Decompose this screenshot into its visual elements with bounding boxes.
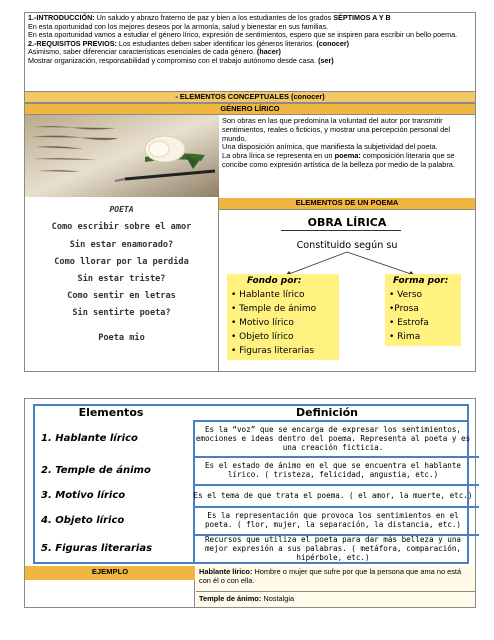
- table-row-term: 1. Hablante lírico: [35, 420, 195, 458]
- forma-item: • Verso: [389, 290, 423, 300]
- forma-item: •Prosa: [389, 304, 419, 314]
- table-row-def: Recursos que utiliza el poeta para dar más belleza y una mejor expresión a sus palabras. ( metáfora, comparación, hipérbole, etc.): [204, 534, 462, 562]
- rose-pen-photo: [25, 115, 219, 197]
- table-row-term: 5. Figuras literarias: [35, 534, 195, 562]
- genre-definition-p1: Son obras en las que predomina la voluntad del autor por transmitir sentimientos, reales o ficticios, y mostrar una percepción personal del mundo.: [222, 116, 450, 143]
- table-row-def: Es el tema de que trata el poema. ( el amor, la muerte, etc.): [187, 484, 479, 508]
- table-row-def: Es la representación que provoca los sentimientos en el poeta. ( flor, mujer, la separación, la distancia, etc.): [187, 506, 479, 536]
- poem-title: POETA: [109, 205, 134, 214]
- prereq-text: Los estudiantes deben saber identificar los géneros literarios.: [116, 38, 317, 48]
- fondo-item: • Figuras literarias: [231, 346, 315, 356]
- diagram-title-underline: [281, 230, 401, 231]
- poem-line: Como llorar por la perdida: [54, 257, 189, 267]
- example-label-bar: [25, 566, 195, 580]
- poem-line: Sin estar enamorado?: [69, 240, 174, 250]
- elements-definition-table: [33, 404, 473, 564]
- genre-p3-c: composición literaria que se concibe como expresión artística de la belleza por medio de la palabra.: [222, 151, 455, 169]
- table-header-elementos: Elementos: [35, 406, 189, 422]
- fondo-item: • Motivo lírico: [231, 318, 294, 328]
- prereq-tag-conocer: (conocer): [316, 38, 350, 48]
- genre-definition-p2: Una disposición anímica, que manifiesta la subjetividad del poeta.: [222, 142, 438, 152]
- table-header-definicion: Definición: [187, 406, 467, 422]
- genre-p3-a: La obra lírica se representa en un: [222, 151, 335, 161]
- elements-title-bar: [219, 198, 475, 210]
- example-temple: [196, 593, 475, 607]
- poem-line: Como sentir en letras: [67, 291, 176, 301]
- section-genre-bar: [25, 103, 475, 115]
- elements-diagram: [219, 210, 475, 371]
- table-row-def: Es el estado de ánimo en el que se encuentra el hablante lírico. ( tristeza, felicidad, angustia, etc.): [187, 456, 479, 486]
- example-hablante-text: Hombre o mujer que sufre por que la persona que ama no está con él o con ella.: [199, 567, 462, 585]
- introduction-block: [25, 13, 475, 91]
- intro-grades: SÉPTIMOS A Y B: [333, 13, 391, 22]
- intro-heading: 1.-INTRODUCCIÓN:: [28, 13, 95, 22]
- fondo-title: Fondo por:: [247, 276, 302, 286]
- table-row-term: 3. Motivo lírico: [35, 484, 195, 508]
- prereq-tag-ser: (ser): [318, 55, 334, 65]
- fondo-box: [227, 274, 339, 360]
- fondo-item: • Temple de ánimo: [231, 304, 317, 314]
- poem-line: Poeta mio: [98, 333, 145, 343]
- section-genre-label: GÉNERO LÍRICO: [220, 104, 280, 113]
- table-row-def: Es la “voz” que se encarga de expresar los sentimientos, emociones e ideas dentro del poema. Representa al poeta y es una creación ficticia.: [187, 420, 479, 458]
- prereq-heading: 2.-REQUISITOS PREVIOS:: [28, 38, 117, 48]
- example-hablante-label: Hablante lírico:: [199, 567, 253, 576]
- prereq-text-3: Mostrar organización, responsabilidad y compromiso con el trabajo autónomo desde casa.: [28, 55, 319, 65]
- intro-greeting: Un saludo y abrazo fraterno de paz y bien a los estudiantes de los grados: [94, 13, 334, 22]
- fondo-item: • Hablante lírico: [231, 290, 305, 300]
- poem-line: Sin sentirte poeta?: [72, 308, 171, 318]
- intro-topic: En esta oportunidad vamos a estudiar el género lírico, expresión de sentimientos, espero que se inspiren para escribir un bello poema.: [28, 30, 458, 40]
- poem-line: Como escribir sobre el amor: [51, 222, 192, 232]
- example-temple-text: Nostalgia: [261, 594, 295, 603]
- section-conceptual-bar: [25, 91, 475, 103]
- diagram-title: OBRA LÍRICA: [307, 216, 387, 229]
- poem-line: Sin estar triste?: [77, 274, 166, 284]
- prereq-text-2: Asimismo, saber diferenciar características esenciales de cada género.: [28, 47, 257, 57]
- elements-title: ELEMENTOS DE UN POEMA: [295, 198, 399, 207]
- prereq-tag-hacer: (hacer): [256, 47, 281, 57]
- forma-title: Forma por:: [393, 276, 449, 286]
- table-row-term: 2. Temple de ánimo: [35, 456, 195, 486]
- forma-item: • Rima: [389, 332, 421, 342]
- genre-definition: [219, 115, 475, 197]
- example-hablante: [196, 566, 475, 592]
- genre-p3-b: poema:: [334, 151, 361, 161]
- table-row-term: 4. Objeto lírico: [35, 506, 195, 536]
- fondo-item: • Objeto lírico: [231, 332, 294, 342]
- example-temple-label: Temple de ánimo:: [199, 594, 262, 603]
- forma-item: • Estrofa: [389, 318, 429, 328]
- section-conceptual-label: - ELEMENTOS CONCEPTUALES (conocer): [175, 92, 325, 101]
- poem-box: [25, 197, 219, 371]
- diagram-subtitle: Constituido según su: [296, 240, 398, 251]
- intro-wishes: En esta oportunidad con los mejores deseos por la armonía, salud y bienestar en sus familias.: [28, 21, 329, 31]
- example-label: EJEMPLO: [91, 567, 129, 576]
- example-left-empty: [25, 580, 195, 607]
- forma-box: [385, 274, 461, 346]
